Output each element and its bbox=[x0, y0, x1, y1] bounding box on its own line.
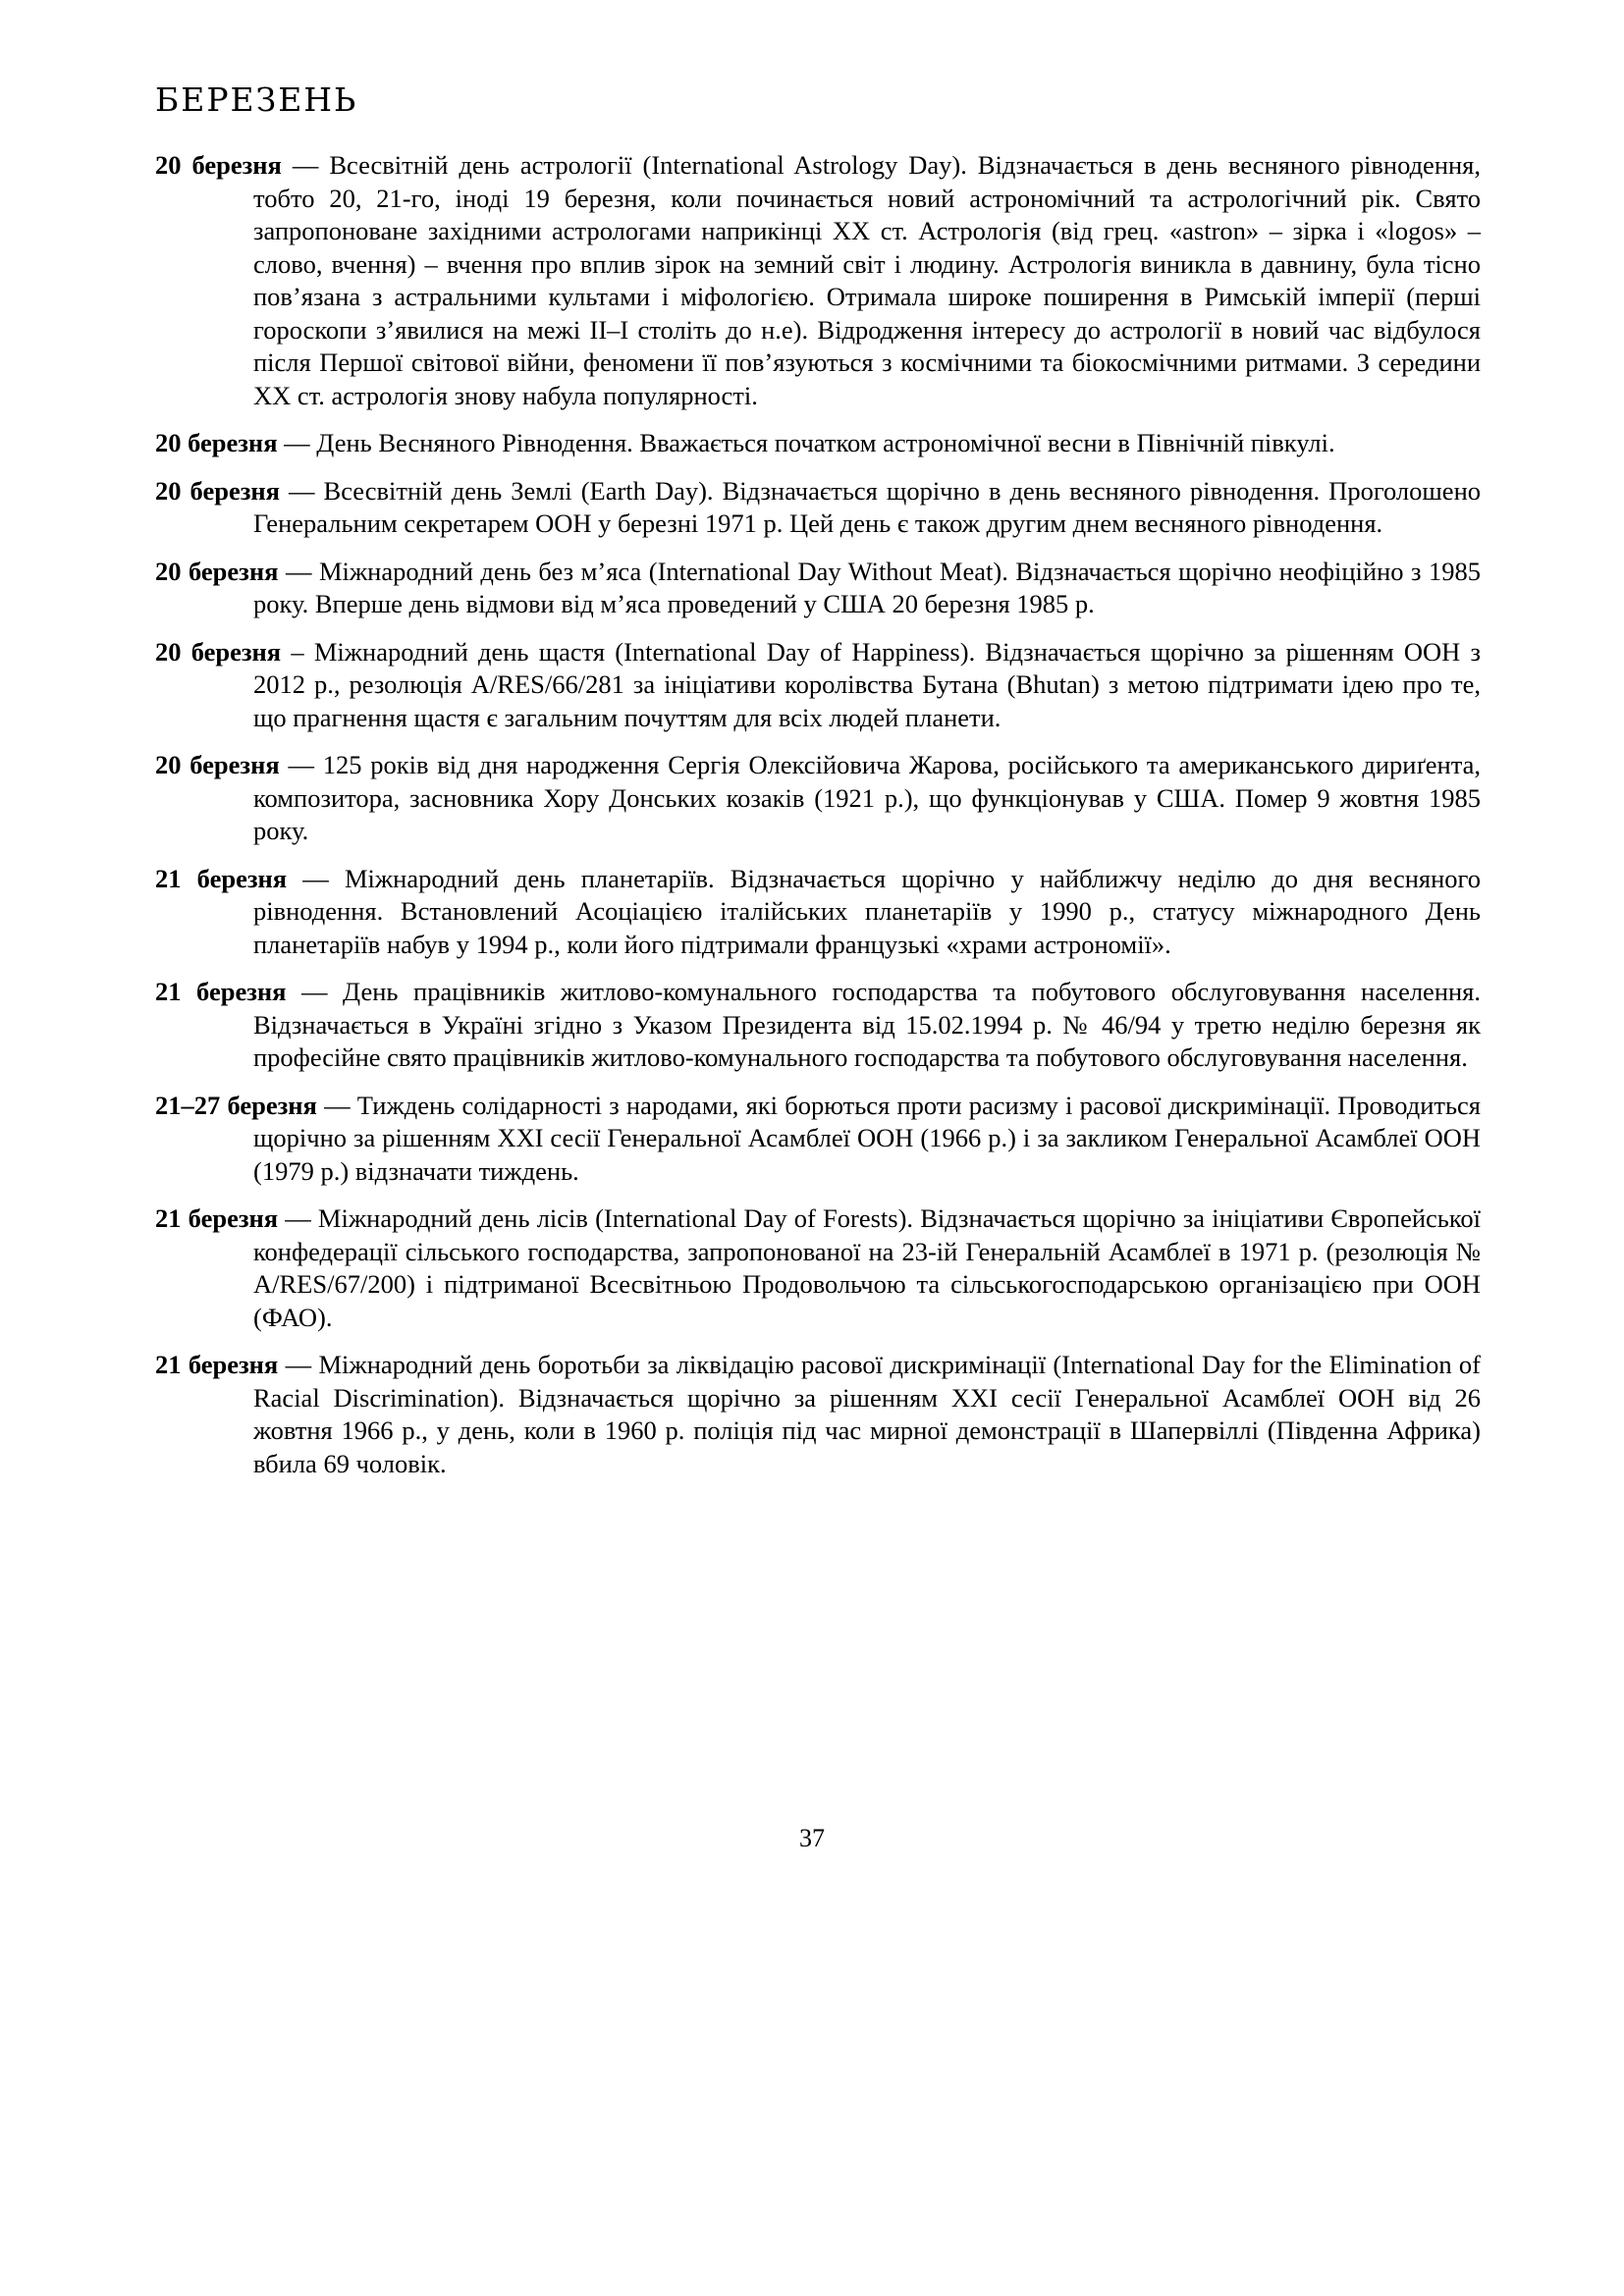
entry-date: 20 березня bbox=[155, 428, 278, 457]
list-item bbox=[155, 749, 1481, 848]
entry-text: — День працівників житлово-комунального господарства та побутового обслуговування населення. Відзначається в Україні згідно з Указом Президента від 15.02.1994 р. № 46/94 у третю неділю березня як професійне свято працівників житлово-комунального господарства та побутового обслуговування населення. bbox=[253, 977, 1481, 1072]
entry-text: — Тиждень солідарності з народами, які борються проти расизму і расової дискримінації. Проводиться щорічно за рішенням XXI сесії Генеральної Асамблеї ООН (1966 р.) і за закликом Генеральної Асамблеї ООН (1979 р.) відзначати тиждень. bbox=[253, 1090, 1481, 1186]
entry-text: — Міжнародний день без м’яса (International Day Without Meat). Відзначається щорічно неофіційно з 1985 року. Вперше день відмови від м’яса проведений у США 20 березня 1985 р. bbox=[253, 556, 1482, 618]
list-item bbox=[155, 556, 1481, 621]
list-item bbox=[155, 636, 1481, 735]
entry-text: — Всесвітній день Землі (Earth Day). Відзначається щорічно в день весняного рівнодення. Проголошено Генеральним секретарем ООН у березні 1971 р. Цей день є також другим днем весняного рівнодення. bbox=[253, 475, 1481, 538]
list-item bbox=[155, 475, 1481, 541]
entry-date: 21 березня bbox=[155, 1350, 279, 1379]
list-item bbox=[155, 1090, 1481, 1189]
list-item bbox=[155, 149, 1481, 412]
entry-date: 20 березня bbox=[155, 150, 282, 180]
list-item bbox=[155, 863, 1481, 962]
entry-date: 20 березня bbox=[155, 556, 279, 586]
entries-list bbox=[155, 149, 1481, 1495]
entry-date: 21–27 березня bbox=[155, 1090, 317, 1120]
entry-date: 20 березня bbox=[155, 750, 280, 779]
entry-text: — День Весняного Рівнодення. Вважається початком астрономічної весни в Північній півкулі. bbox=[277, 428, 1335, 457]
list-item bbox=[155, 976, 1481, 1075]
list-item bbox=[155, 427, 1481, 460]
entry-text: — Міжнародний день планетаріїв. Відзначається щорічно у найближчу неділю до дня весняного рівнодення. Встановлений Асоціацією італійських планетаріїв у 1990 р., статусу міжнародного День планетаріїв набув у 1994 р., коли його підтримали французькі «храми астрономії». bbox=[253, 863, 1481, 959]
entry-text: — Міжнародний день боротьби за ліквідацію расової дискримінації (International Day for the Elimination of Racial Discrimination). Відзначається щорічно за рішенням XXI сесії Генеральної Асамблеї ООН від 26 жовтня 1966 р., у день, коли в 1960 р. поліція під час мирної демонстрації в Шапервіллі (Південна Африка) вбила 69 чоловік. bbox=[253, 1350, 1482, 1478]
month-heading: БЕРЕЗЕНЬ bbox=[155, 80, 358, 119]
list-item bbox=[155, 1349, 1481, 1480]
entry-text: — Міжнародний день лісів (International Day of Forests). Відзначається щорічно за ініціативи Європейської конфедерації сільського господарства, запропонованої на 23-ій Генеральній Асамблеї в 1971 р. (резолюція № A/RES/67/200) і підтриманої Всесвітньою Продовольчою та сільськогосподарською організацією при ООН (ФАО). bbox=[253, 1203, 1482, 1332]
page-number: 37 bbox=[799, 1824, 825, 1852]
entry-date: 21 березня bbox=[155, 863, 288, 893]
entry-date: 21 березня bbox=[155, 977, 287, 1006]
entry-text: — Всесвітній день астрології (International Astrology Day). Відзначається в день весняного рівнодення, тобто 20, 21-го, іноді 19 березня, коли починається новий астрономічний та астрологічний рік. Свято запропоноване західними астрологами наприкінці ХХ ст. Астрологія (від грец. «astron» – зірка і «logos» – слово, вчення) – вчення про вплив зірок на земний світ і людину. Астрологія виникла в давнину, була тісно пов’язана з астральними культами і міфологією. Отримала широке поширення в Римській імперії (перші гороскопи з’явилися на межі II–I століть до н.е). Відродження інтересу до астрології в новий час відбулося після Першої світової війни, феномени її пов’язуються з космічними та біокосмічними ритмами. З середини XX ст. астрологія знову набула популярності. bbox=[253, 150, 1481, 410]
entry-date: 21 березня bbox=[155, 1203, 279, 1233]
entry-text: — 125 років від дня народження Сергія Олексійовича Жарова, російського та американського дириґента, композитора, засновника Хору Донських козаків (1921 р.), що функціонував у США. Помер 9 жовтня 1985 року. bbox=[253, 750, 1481, 845]
entry-date: 20 березня bbox=[155, 636, 282, 667]
entry-date: 20 березня bbox=[155, 475, 280, 506]
entry-text: – Міжнародний день щастя (International Day of Happiness). Відзначається щорічно за рішенням ООН з 2012 р., резолюція A/RES/66/281 за ініціативи королівства Бутана (Bhutan) з метою підтримати ідею про те, що прагнення щастя є загальним почуттям для всіх людей планети. bbox=[253, 636, 1481, 732]
list-item bbox=[155, 1202, 1481, 1334]
